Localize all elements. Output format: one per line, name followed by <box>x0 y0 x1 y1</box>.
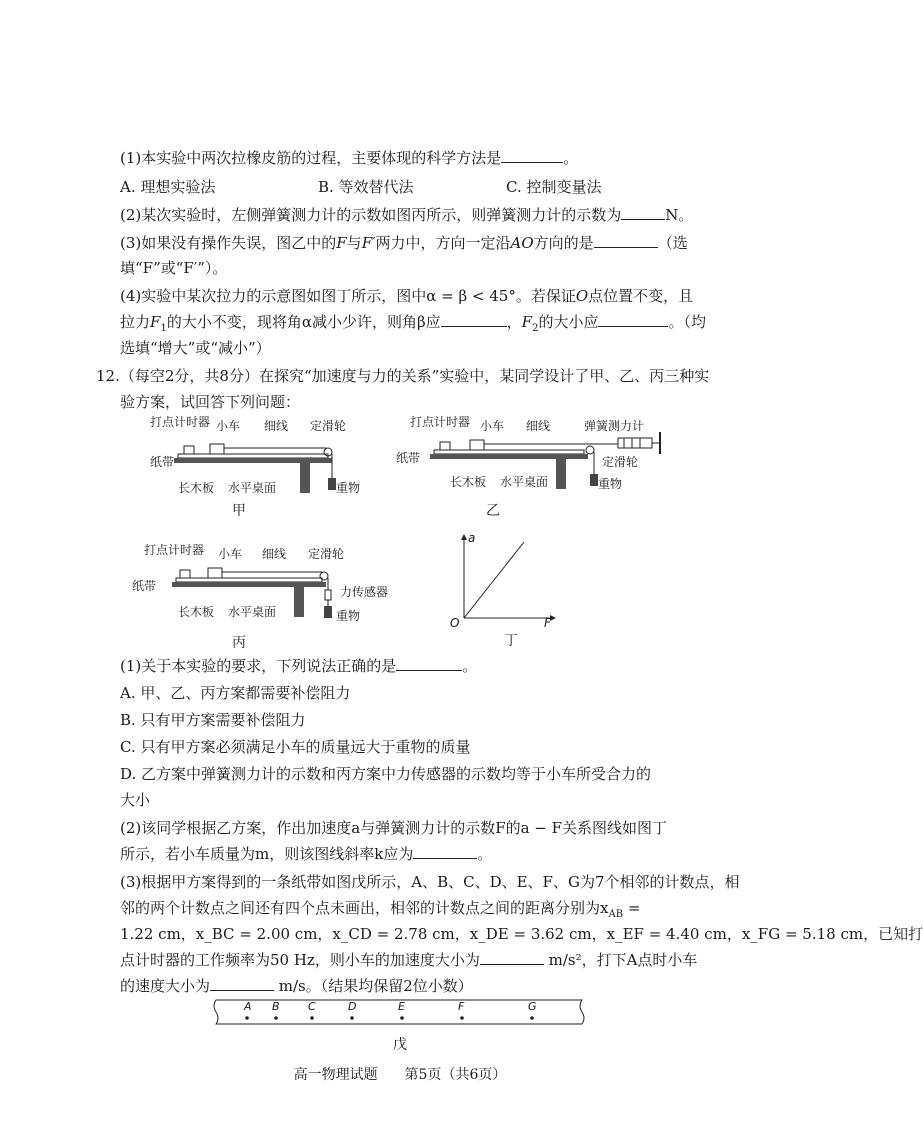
label-pulley: 定滑轮 <box>602 455 639 469</box>
q12-option-d: D. 乙方案中弹簧测力计的示数和丙方案中力传感器的示数均等于小车所受合力的 <box>120 765 652 783</box>
q12-part3: (3)根据甲方案得到的一条纸带如图戊所示，A、B、C、D、E、F、G为7个相邻的计数点，相 <box>120 873 740 891</box>
tape-dot-e <box>400 1016 404 1020</box>
label-board: 长木板 <box>178 481 215 495</box>
q12-part2-line2: 所示，若小车质量为m，则该图线斜率k应为 。 <box>120 845 493 863</box>
q12-part3-line5: 的速度大小为 m/s。（结果均保留2位小数） <box>120 977 473 995</box>
figure-jia <box>150 412 361 502</box>
label-board: 长木板 <box>178 605 215 619</box>
footer-page-number: 第5页（共6页） <box>404 1067 507 1083</box>
footer-subject: 高一物理试题 <box>293 1067 378 1083</box>
figure-yi <box>396 412 680 502</box>
q12-part2: (2)该同学根据乙方案，作出加速度a与弹簧测力计的示数F的a − F关系图线如图丁 <box>120 819 668 837</box>
q12-part1: (1)关于本实验的要求，下列说法正确的是 。 <box>120 657 478 675</box>
page-footer <box>0 1064 800 1084</box>
label-weight: 重物 <box>598 477 623 491</box>
label-cart: 小车 <box>480 419 505 433</box>
tape-dot-c <box>310 1016 314 1020</box>
label-timer: 打点计时器 <box>150 415 211 429</box>
tape-label-c: C <box>308 1000 316 1013</box>
caption-yi: 乙 <box>486 503 500 519</box>
label-table: 水平桌面 <box>500 475 549 489</box>
q11-part2: (2)某次实验时，左侧弹簧测力计的示数如图丙所示，则弹簧测力计的示数为 N。 <box>120 206 694 224</box>
q11-option-a: A. 理想实验法 <box>120 178 216 196</box>
tape-dot-f <box>460 1016 464 1020</box>
graph-origin: O <box>450 616 460 630</box>
tape-figure <box>210 996 590 1036</box>
graph-y-label: a <box>468 531 476 545</box>
label-weight: 重物 <box>336 609 361 623</box>
tape-label-e: E <box>398 1000 405 1013</box>
label-spring: 弹簧测力计 <box>584 419 645 433</box>
label-timer: 打点计时器 <box>410 415 471 429</box>
figure-ding-graph <box>444 528 564 628</box>
tape-dot-a <box>245 1016 249 1020</box>
label-cart: 小车 <box>216 419 241 433</box>
label-cart: 小车 <box>218 547 243 561</box>
q12-part3-line3: 1.22 cm，x_BC = 2.00 cm，x_CD = 2.78 cm，x_DE = 3.62 cm，x_EF = 4.40 cm，x_FG = 5.18 cm，已知打 <box>120 925 923 943</box>
tape-dot-d <box>350 1016 354 1020</box>
label-table: 水平桌面 <box>228 481 277 495</box>
q11-part3: (3)如果没有操作失误，图乙中的F与F′两力中，方向一定沿AO方向的是 （选 <box>120 234 688 252</box>
q12-option-b: B. 只有甲方案需要补偿阻力 <box>120 711 306 729</box>
q11-option-b: B. 等效替代法 <box>318 178 414 196</box>
q11-part4-line2: 拉力$F_1$的大小不变，现将角α减小少许，则角β应 ，$F_2$的大小应 。（均 <box>120 313 706 334</box>
label-pulley: 定滑轮 <box>308 547 345 561</box>
q12-option-a: A. 甲、乙、丙方案都需要补偿阻力 <box>120 684 351 702</box>
graph-x-label: F <box>544 616 551 630</box>
q11-part4: (4)实验中某次拉力的示意图如图丁所示，图中α = β < 45°。若保证O点位置不变，且 <box>120 287 694 305</box>
tape-label-a: A <box>244 1000 252 1013</box>
label-sensor: 力传感器 <box>340 585 389 599</box>
tape-dot-g <box>530 1016 534 1020</box>
tape-label-b: B <box>272 1000 280 1013</box>
caption-ding: 丁 <box>504 633 518 649</box>
caption-wu: 戊 <box>393 1037 407 1053</box>
q12-part3-line2: 邻的两个计数点之间还有四个点未画出，相邻的计数点之间的距离分别为$x_{AB}$ = <box>120 899 641 920</box>
q11-part1: (1)本实验中两次拉橡皮筋的过程，主要体现的科学方法是 。 <box>120 149 579 167</box>
tape-label-g: G <box>528 1000 537 1013</box>
label-tape: 纸带 <box>132 579 157 593</box>
label-string: 细线 <box>264 419 289 433</box>
label-tape: 纸带 <box>396 451 421 465</box>
label-string: 细线 <box>526 419 551 433</box>
tape-label-f: F <box>458 1000 465 1013</box>
label-weight: 重物 <box>336 481 361 495</box>
caption-bing: 丙 <box>232 635 246 651</box>
q12-option-d-line2: 大小 <box>120 791 151 809</box>
q11-option-c: C. 控制变量法 <box>506 178 602 196</box>
figure-bing <box>122 540 389 630</box>
q11-part3-line2: 填“F”或“F′”）。 <box>120 259 228 277</box>
q12-option-c: C. 只有甲方案必须满足小车的质量远大于重物的质量 <box>120 738 471 756</box>
label-table: 水平桌面 <box>228 605 277 619</box>
label-pulley: 定滑轮 <box>310 419 347 433</box>
q11-part4-line3: 选填“增大”或“减小”） <box>120 339 271 357</box>
label-string: 细线 <box>262 547 287 561</box>
label-timer: 打点计时器 <box>144 543 205 557</box>
q12-intro: 12.（每空2分，共8分）在探究“加速度与力的关系”实验中，某同学设计了甲、乙、丙三种实 <box>96 367 710 385</box>
q12-intro-line2: 验方案，试回答下列问题： <box>120 393 301 411</box>
label-tape: 纸带 <box>150 455 175 469</box>
tape-label-d: D <box>348 1000 357 1013</box>
q12-part3-line4: 点计时器的工作频率为50 Hz，则小车的加速度大小为 m/s²，打下A点时小车 <box>120 951 698 969</box>
tape-dot-b <box>274 1016 278 1020</box>
caption-jia: 甲 <box>232 503 246 519</box>
label-board: 长木板 <box>450 475 487 489</box>
